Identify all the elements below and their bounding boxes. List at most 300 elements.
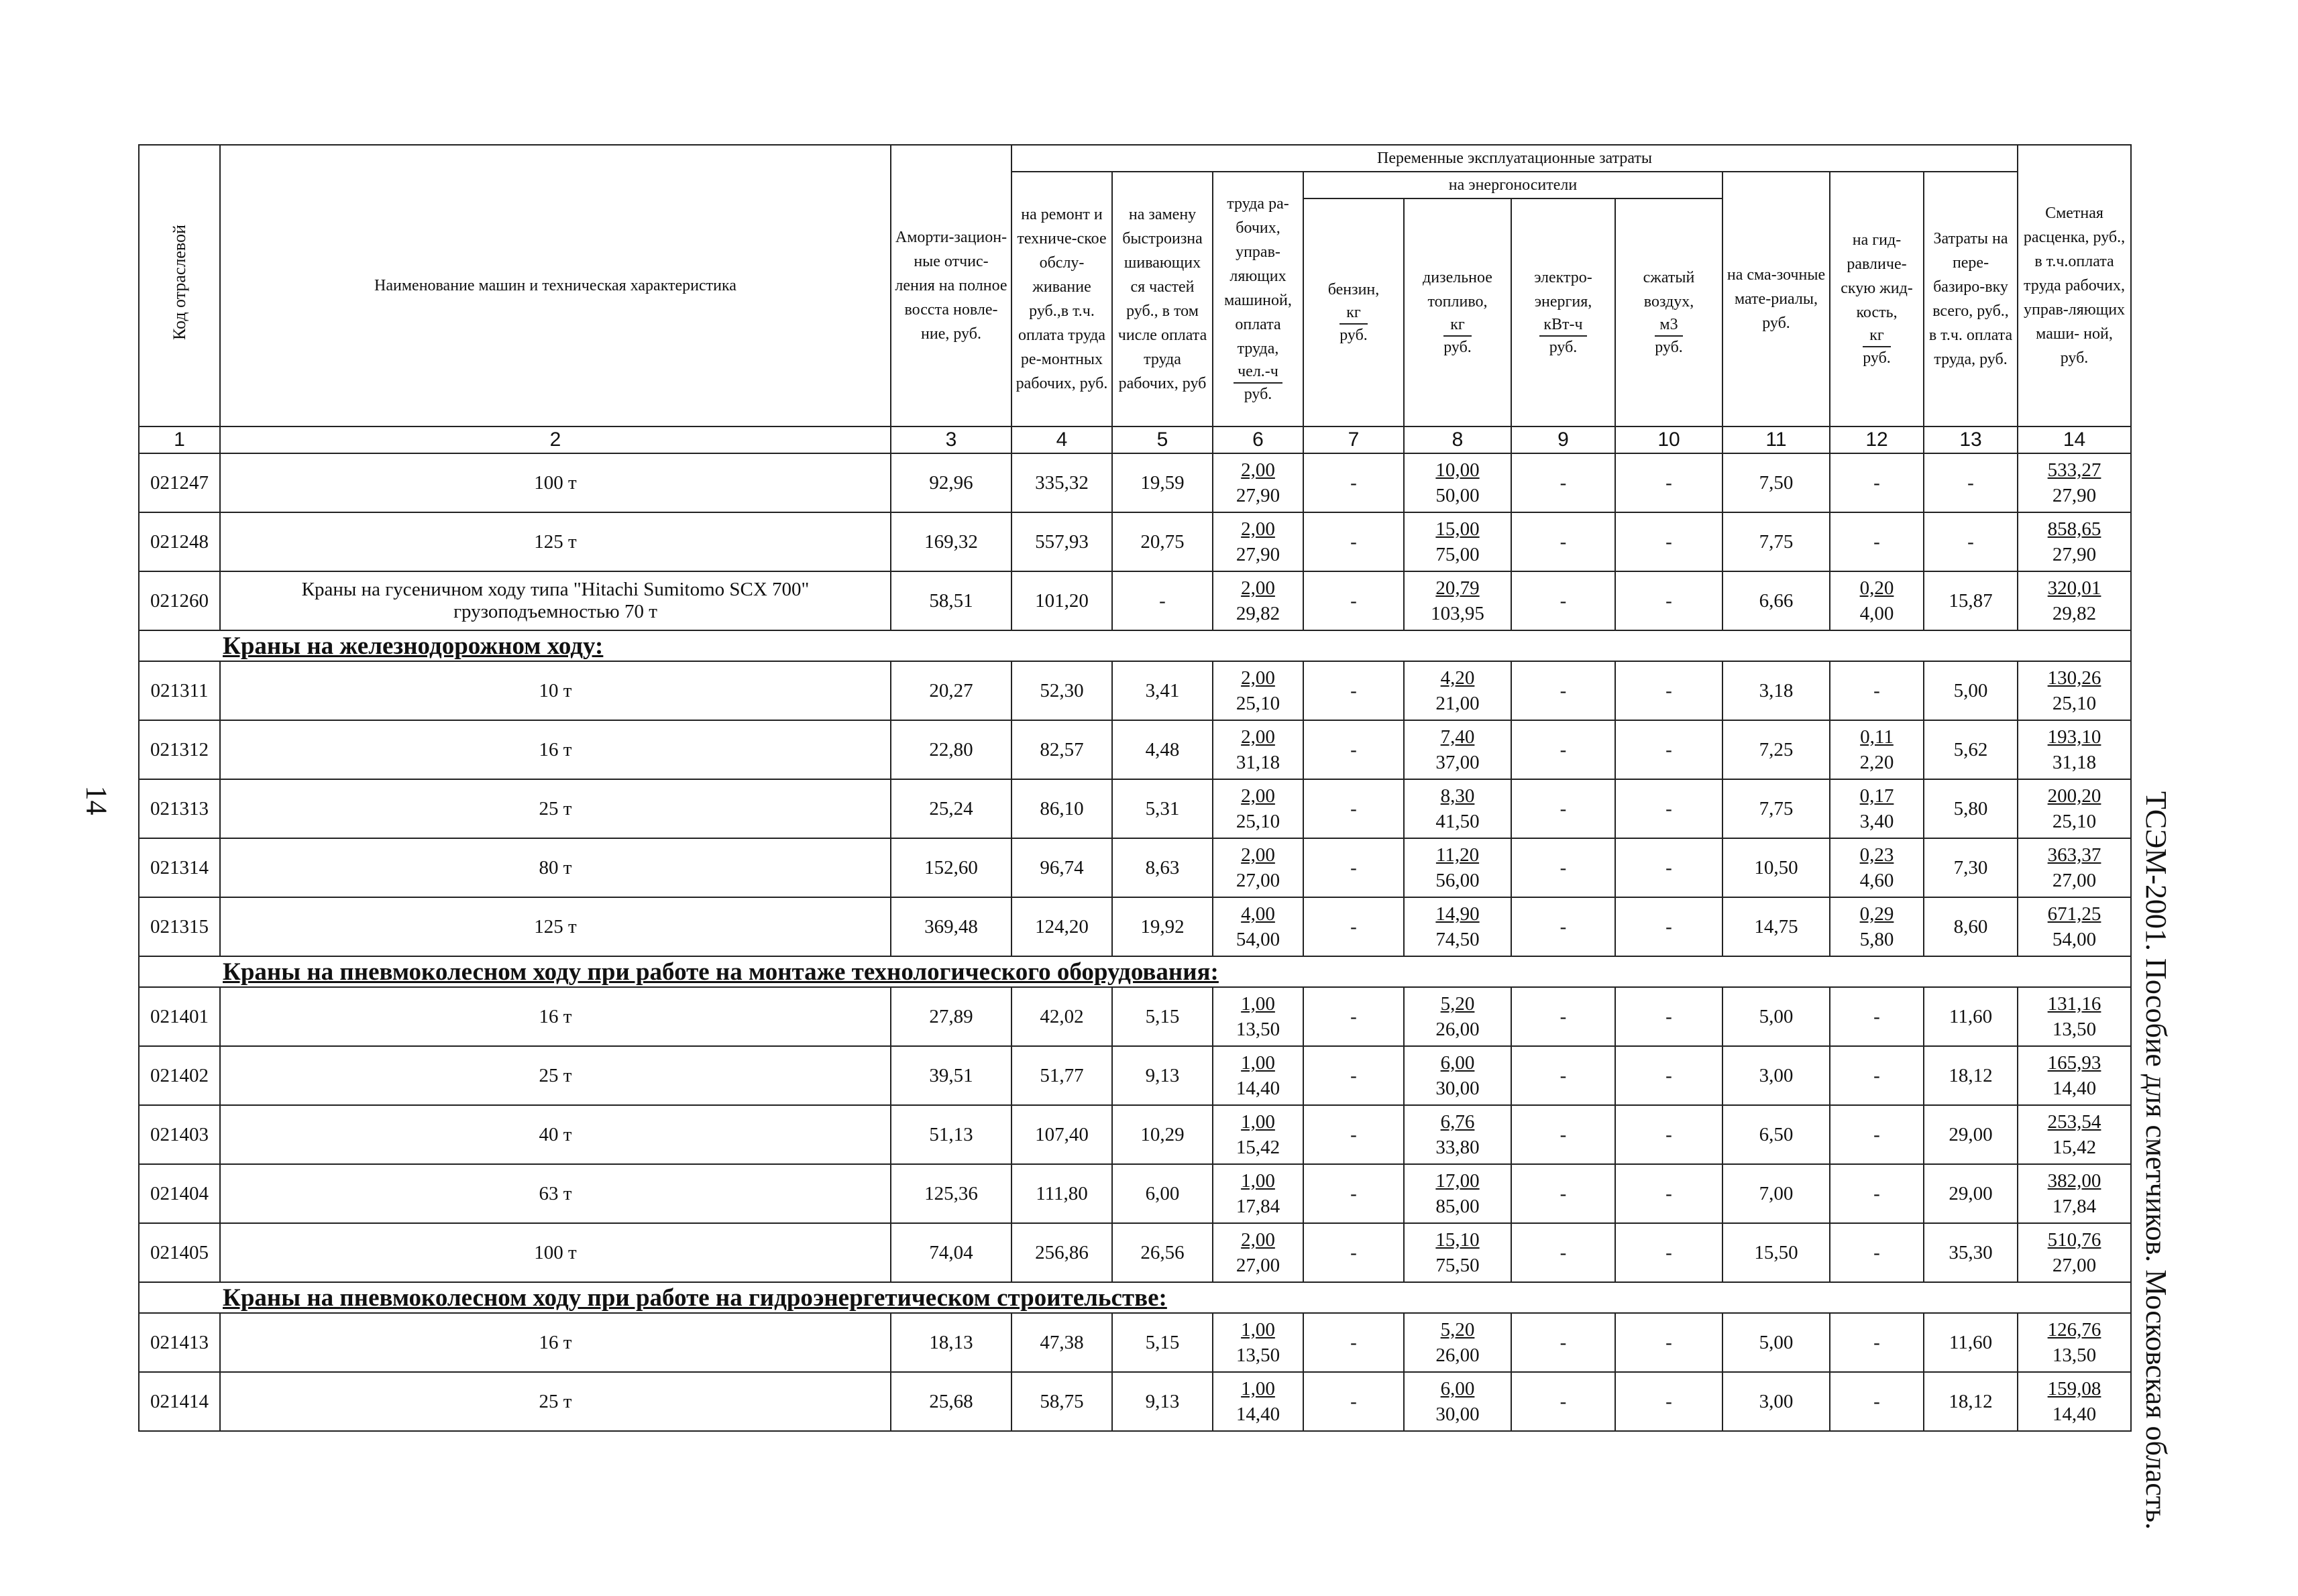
row-estimate (2018, 1046, 2131, 1105)
row-replace: 8,63 (1112, 838, 1213, 897)
row-diesel-top: 7,40 (1440, 726, 1475, 748)
row-amort: 25,24 (891, 779, 1011, 838)
row-name: 125 т (220, 897, 891, 956)
row-name: 40 т (220, 1105, 891, 1164)
row-air: - (1615, 779, 1722, 838)
row-diesel (1404, 661, 1511, 720)
row-lubricants: 5,00 (1722, 987, 1830, 1046)
row-repair: 124,20 (1011, 897, 1112, 956)
section-row (139, 956, 2131, 987)
row-petrol: - (1303, 1105, 1404, 1164)
row-labor-top: 2,00 (1241, 726, 1275, 748)
row-name: 10 т (220, 661, 891, 720)
row-estimate (2018, 571, 2131, 630)
row-hydraulic-top: 0,17 (1859, 785, 1894, 807)
row-amort: 152,60 (891, 838, 1011, 897)
row-labor-bottom: 27,00 (1236, 1255, 1280, 1276)
row-electric: - (1511, 779, 1615, 838)
row-amort: 18,13 (891, 1313, 1011, 1372)
row-diesel (1404, 838, 1511, 897)
col-header-name: Наименование машин и техническая характеристика (220, 145, 891, 426)
row-diesel (1404, 1223, 1511, 1282)
row-transfer: 29,00 (1924, 1164, 2018, 1223)
row-name: 25 т (220, 1046, 891, 1105)
page-number: 14 (80, 785, 113, 815)
row-labor (1213, 1105, 1303, 1164)
col-number: 4 (1011, 426, 1112, 453)
row-air: - (1615, 1223, 1722, 1282)
row-code: 021402 (139, 1046, 220, 1105)
col-number: 7 (1303, 426, 1404, 453)
col-header-diesel: дизельное топливо, кг руб. (1404, 198, 1511, 426)
row-labor-top: 1,00 (1241, 1170, 1275, 1192)
row-replace: 26,56 (1112, 1223, 1213, 1282)
row-repair: 86,10 (1011, 779, 1112, 838)
table-row (139, 1223, 2131, 1282)
row-amort: 74,04 (891, 1223, 1011, 1282)
row-labor (1213, 571, 1303, 630)
row-diesel (1404, 1046, 1511, 1105)
row-replace: 9,13 (1112, 1046, 1213, 1105)
row-air: - (1615, 1164, 1722, 1223)
row-diesel-top: 6,00 (1440, 1378, 1475, 1400)
row-estimate-top: 510,76 (2047, 1229, 2101, 1251)
row-estimate-top: 165,93 (2047, 1052, 2101, 1074)
row-labor (1213, 838, 1303, 897)
row-hydraulic (1830, 571, 1924, 630)
row-estimate-top: 131,16 (2047, 993, 2101, 1015)
side-title: ТСЭМ-2001. Пособие для сметчиков. Московская область. (2140, 791, 2173, 1530)
row-electric: - (1511, 1223, 1615, 1282)
row-diesel-bottom: 41,50 (1435, 811, 1480, 832)
table-row (139, 838, 2131, 897)
row-lubricants: 6,50 (1722, 1105, 1830, 1164)
row-lubricants: 7,00 (1722, 1164, 1830, 1223)
row-diesel (1404, 1313, 1511, 1372)
row-estimate (2018, 779, 2131, 838)
row-electric: - (1511, 1313, 1615, 1372)
row-transfer: 5,00 (1924, 661, 2018, 720)
row-petrol: - (1303, 897, 1404, 956)
row-estimate-bottom: 29,82 (2052, 603, 2097, 624)
row-labor-top: 2,00 (1241, 577, 1275, 599)
row-amort: 169,32 (891, 512, 1011, 571)
row-transfer: 35,30 (1924, 1223, 2018, 1282)
row-hydraulic: - (1830, 1223, 1924, 1282)
row-estimate-bottom: 27,00 (2052, 870, 2097, 891)
row-replace: 10,29 (1112, 1105, 1213, 1164)
row-transfer: 7,30 (1924, 838, 2018, 897)
col-header-variable: Переменные эксплуатационные затраты (1011, 145, 2018, 172)
row-replace: 5,15 (1112, 1313, 1213, 1372)
row-code: 021403 (139, 1105, 220, 1164)
row-hydraulic: - (1830, 1164, 1924, 1223)
row-estimate (2018, 720, 2131, 779)
row-lubricants: 7,75 (1722, 512, 1830, 571)
row-amort: 27,89 (891, 987, 1011, 1046)
row-lubricants: 7,50 (1722, 453, 1830, 512)
row-estimate (2018, 1313, 2131, 1372)
col-number: 9 (1511, 426, 1615, 453)
row-estimate-bottom: 13,50 (2052, 1345, 2097, 1366)
row-petrol: - (1303, 453, 1404, 512)
row-diesel-top: 4,20 (1440, 667, 1475, 689)
row-name: 25 т (220, 779, 891, 838)
row-replace: 5,15 (1112, 987, 1213, 1046)
table-row (139, 987, 2131, 1046)
section-title: Краны на пневмоколесном ходу при работе на монтаже технологического оборудования: (139, 956, 2131, 987)
col-number: 8 (1404, 426, 1511, 453)
table-row (139, 779, 2131, 838)
row-estimate-top: 858,65 (2047, 518, 2101, 540)
row-repair: 42,02 (1011, 987, 1112, 1046)
row-hydraulic-bottom: 3,40 (1859, 811, 1894, 832)
row-labor-bottom: 25,10 (1236, 693, 1280, 714)
row-name: 80 т (220, 838, 891, 897)
row-hydraulic-top: 0,29 (1859, 903, 1894, 925)
row-repair: 82,57 (1011, 720, 1112, 779)
row-amort: 25,68 (891, 1372, 1011, 1431)
row-labor (1213, 1313, 1303, 1372)
row-code: 021311 (139, 661, 220, 720)
row-replace: 4,48 (1112, 720, 1213, 779)
row-diesel (1404, 571, 1511, 630)
table-row (139, 1046, 2131, 1105)
section-title: Краны на железнодорожном ходу: (139, 630, 2131, 661)
row-diesel-top: 8,30 (1440, 785, 1475, 807)
row-code: 021414 (139, 1372, 220, 1431)
row-labor-bottom: 27,00 (1236, 870, 1280, 891)
col-header-estimate: Сметная расценка, руб., в т.ч.оплата труда рабочих, управ-ляющих маши- ной, руб. (2018, 145, 2131, 426)
row-transfer: 11,60 (1924, 987, 2018, 1046)
col-header-repair: на ремонт и техниче-ское обслу-живание руб.,в т.ч. оплата труда ре-монтных рабочих, руб. (1011, 172, 1112, 426)
row-amort: 369,48 (891, 897, 1011, 956)
col-number: 1 (139, 426, 220, 453)
row-air: - (1615, 512, 1722, 571)
row-estimate-top: 320,01 (2047, 577, 2101, 599)
row-amort: 22,80 (891, 720, 1011, 779)
row-lubricants: 15,50 (1722, 1223, 1830, 1282)
row-air: - (1615, 1313, 1722, 1372)
row-estimate-top: 382,00 (2047, 1170, 2101, 1192)
row-labor-bottom: 29,82 (1236, 603, 1280, 624)
row-hydraulic (1830, 779, 1924, 838)
row-estimate-top: 363,37 (2047, 844, 2101, 866)
row-hydraulic: - (1830, 1372, 1924, 1431)
row-labor-top: 1,00 (1241, 1111, 1275, 1133)
col-header-lubricants: на сма-зочные мате-риалы, руб. (1722, 172, 1830, 426)
row-diesel-bottom: 21,00 (1435, 693, 1480, 714)
row-estimate-bottom: 27,90 (2052, 485, 2097, 506)
row-estimate-bottom: 27,90 (2052, 544, 2097, 565)
row-replace: 19,59 (1112, 453, 1213, 512)
row-hydraulic-top: 0,23 (1859, 844, 1894, 866)
row-amort: 92,96 (891, 453, 1011, 512)
row-transfer: 5,62 (1924, 720, 2018, 779)
machine-rates-table (138, 144, 2132, 1432)
row-code: 021404 (139, 1164, 220, 1223)
section-row (139, 1282, 2131, 1313)
row-lubricants: 3,18 (1722, 661, 1830, 720)
table-row (139, 512, 2131, 571)
table-row (139, 661, 2131, 720)
row-code: 021315 (139, 897, 220, 956)
row-estimate (2018, 838, 2131, 897)
row-repair: 47,38 (1011, 1313, 1112, 1372)
row-estimate-top: 126,76 (2047, 1319, 2101, 1341)
section-row (139, 630, 2131, 661)
row-petrol: - (1303, 1313, 1404, 1372)
row-diesel-bottom: 75,50 (1435, 1255, 1480, 1276)
row-estimate-bottom: 25,10 (2052, 811, 2097, 832)
row-transfer: 11,60 (1924, 1313, 2018, 1372)
row-code: 021247 (139, 453, 220, 512)
row-amort: 20,27 (891, 661, 1011, 720)
row-repair: 111,80 (1011, 1164, 1112, 1223)
row-lubricants: 5,00 (1722, 1313, 1830, 1372)
row-diesel-top: 5,20 (1440, 993, 1475, 1015)
col-header-hydraulic: на гид-равличе-скую жид-кость, кг руб. (1830, 172, 1924, 426)
row-labor-bottom: 13,50 (1236, 1019, 1280, 1040)
row-hydraulic (1830, 720, 1924, 779)
row-estimate-bottom: 14,40 (2052, 1078, 2097, 1099)
row-repair: 51,77 (1011, 1046, 1112, 1105)
row-name: 125 т (220, 512, 891, 571)
row-estimate (2018, 512, 2131, 571)
row-replace: 3,41 (1112, 661, 1213, 720)
row-diesel-top: 14,90 (1435, 903, 1480, 925)
row-electric: - (1511, 720, 1615, 779)
row-name: 100 т (220, 1223, 891, 1282)
row-estimate-bottom: 54,00 (2052, 929, 2097, 950)
row-diesel (1404, 453, 1511, 512)
row-labor (1213, 512, 1303, 571)
row-name: 100 т (220, 453, 891, 512)
row-transfer: - (1924, 453, 2018, 512)
row-estimate-top: 193,10 (2047, 726, 2101, 748)
row-estimate (2018, 1223, 2131, 1282)
row-diesel-top: 15,10 (1435, 1229, 1480, 1251)
table-row (139, 1105, 2131, 1164)
col-number: 5 (1112, 426, 1213, 453)
table-row (139, 1313, 2131, 1372)
row-labor-bottom: 54,00 (1236, 929, 1280, 950)
row-hydraulic-bottom: 5,80 (1859, 929, 1894, 950)
col-number: 2 (220, 426, 891, 453)
row-diesel (1404, 779, 1511, 838)
row-electric: - (1511, 1164, 1615, 1223)
table-row (139, 897, 2131, 956)
row-code: 021314 (139, 838, 220, 897)
row-labor-top: 1,00 (1241, 993, 1275, 1015)
row-estimate-top: 159,08 (2047, 1378, 2101, 1400)
row-estimate (2018, 987, 2131, 1046)
row-diesel-bottom: 50,00 (1435, 485, 1480, 506)
row-labor-bottom: 15,42 (1236, 1137, 1280, 1158)
row-repair: 101,20 (1011, 571, 1112, 630)
col-header-amort: Аморти-зацион-ные отчис-ления на полное восста новле-ние, руб. (891, 145, 1011, 426)
row-electric: - (1511, 897, 1615, 956)
row-transfer: 8,60 (1924, 897, 2018, 956)
row-diesel (1404, 987, 1511, 1046)
row-estimate (2018, 1372, 2131, 1431)
row-petrol: - (1303, 512, 1404, 571)
row-diesel (1404, 512, 1511, 571)
row-air: - (1615, 453, 1722, 512)
row-petrol: - (1303, 720, 1404, 779)
row-hydraulic: - (1830, 661, 1924, 720)
row-petrol: - (1303, 987, 1404, 1046)
col-header-code: Код отраслевой (139, 145, 220, 426)
row-name: 16 т (220, 1313, 891, 1372)
row-transfer: 18,12 (1924, 1046, 2018, 1105)
row-estimate (2018, 1105, 2131, 1164)
row-estimate-bottom: 17,84 (2052, 1196, 2097, 1217)
row-code: 021405 (139, 1223, 220, 1282)
row-estimate (2018, 661, 2131, 720)
row-electric: - (1511, 1105, 1615, 1164)
col-header-replace: на замену быстроизна шивающих ся частей руб., в том числе оплата труда рабочих, руб (1112, 172, 1213, 426)
row-hydraulic: - (1830, 1046, 1924, 1105)
col-number: 12 (1830, 426, 1924, 453)
row-labor (1213, 661, 1303, 720)
row-labor-bottom: 14,40 (1236, 1078, 1280, 1099)
row-diesel-bottom: 85,00 (1435, 1196, 1480, 1217)
row-labor-bottom: 13,50 (1236, 1345, 1280, 1366)
row-code: 021401 (139, 987, 220, 1046)
row-amort: 51,13 (891, 1105, 1011, 1164)
row-transfer: 29,00 (1924, 1105, 2018, 1164)
row-name: 16 т (220, 987, 891, 1046)
row-air: - (1615, 571, 1722, 630)
row-estimate-bottom: 27,00 (2052, 1255, 2097, 1276)
table-row (139, 1372, 2131, 1431)
row-estimate-bottom: 14,40 (2052, 1404, 2097, 1425)
row-amort: 39,51 (891, 1046, 1011, 1105)
row-diesel-bottom: 30,00 (1435, 1404, 1480, 1425)
col-header-labor: труда ра-бочих, управ-ляющих машиной, оплата труда, чел.-ч руб. (1213, 172, 1303, 426)
row-electric: - (1511, 661, 1615, 720)
row-lubricants: 7,75 (1722, 779, 1830, 838)
row-amort: 125,36 (891, 1164, 1011, 1223)
row-name: 16 т (220, 720, 891, 779)
row-electric: - (1511, 512, 1615, 571)
row-transfer: - (1924, 512, 2018, 571)
row-repair: 96,74 (1011, 838, 1112, 897)
row-labor (1213, 453, 1303, 512)
row-petrol: - (1303, 1223, 1404, 1282)
row-labor-top: 2,00 (1241, 844, 1275, 866)
row-petrol: - (1303, 779, 1404, 838)
row-code: 021260 (139, 571, 220, 630)
col-number: 13 (1924, 426, 2018, 453)
row-diesel (1404, 1105, 1511, 1164)
col-header-electric: электро-энергия, кВт-ч руб. (1511, 198, 1615, 426)
row-air: - (1615, 1372, 1722, 1431)
row-diesel-top: 6,00 (1440, 1052, 1475, 1074)
row-estimate-top: 130,26 (2047, 667, 2101, 689)
row-code: 021313 (139, 779, 220, 838)
row-labor-bottom: 17,84 (1236, 1196, 1280, 1217)
row-diesel (1404, 720, 1511, 779)
row-transfer: 18,12 (1924, 1372, 2018, 1431)
row-name: Краны на гусеничном ходу типа "Hitachi Sumitomo SCX 700" грузоподъемностью 70 т (220, 571, 891, 630)
row-estimate-top: 671,25 (2047, 903, 2101, 925)
row-diesel-top: 17,00 (1435, 1170, 1480, 1192)
row-air: - (1615, 1105, 1722, 1164)
col-number: 10 (1615, 426, 1722, 453)
row-diesel-top: 11,20 (1435, 844, 1480, 866)
row-hydraulic-bottom: 2,20 (1859, 752, 1894, 773)
row-replace: 20,75 (1112, 512, 1213, 571)
row-air: - (1615, 1046, 1722, 1105)
row-estimate (2018, 453, 2131, 512)
row-diesel (1404, 1372, 1511, 1431)
row-diesel-bottom: 75,00 (1435, 544, 1480, 565)
table-row (139, 720, 2131, 779)
row-diesel-bottom: 30,00 (1435, 1078, 1480, 1099)
row-electric: - (1511, 1046, 1615, 1105)
row-repair: 557,93 (1011, 512, 1112, 571)
row-hydraulic (1830, 897, 1924, 956)
table-body (139, 453, 2131, 1431)
row-lubricants: 7,25 (1722, 720, 1830, 779)
row-name: 63 т (220, 1164, 891, 1223)
row-hydraulic: - (1830, 1105, 1924, 1164)
row-diesel-bottom: 74,50 (1435, 929, 1480, 950)
col-number: 14 (2018, 426, 2131, 453)
row-air: - (1615, 897, 1722, 956)
row-estimate-top: 200,20 (2047, 785, 2101, 807)
col-number: 3 (891, 426, 1011, 453)
row-labor (1213, 1223, 1303, 1282)
row-diesel-bottom: 103,95 (1431, 603, 1484, 624)
row-lubricants: 3,00 (1722, 1046, 1830, 1105)
row-diesel-top: 10,00 (1435, 459, 1480, 481)
row-estimate-top: 253,54 (2047, 1111, 2101, 1133)
row-replace: 5,31 (1112, 779, 1213, 838)
row-diesel-bottom: 56,00 (1435, 870, 1480, 891)
row-lubricants: 10,50 (1722, 838, 1830, 897)
row-diesel-top: 15,00 (1435, 518, 1480, 540)
row-labor-top: 2,00 (1241, 459, 1275, 481)
row-diesel (1404, 897, 1511, 956)
row-replace: - (1112, 571, 1213, 630)
row-repair: 107,40 (1011, 1105, 1112, 1164)
row-air: - (1615, 661, 1722, 720)
row-electric: - (1511, 571, 1615, 630)
row-estimate-bottom: 25,10 (2052, 693, 2097, 714)
row-petrol: - (1303, 838, 1404, 897)
row-lubricants: 14,75 (1722, 897, 1830, 956)
col-header-air: сжатый воздух, м3 руб. (1615, 198, 1722, 426)
row-transfer: 15,87 (1924, 571, 2018, 630)
row-petrol: - (1303, 661, 1404, 720)
row-code: 021312 (139, 720, 220, 779)
row-labor-bottom: 25,10 (1236, 811, 1280, 832)
row-labor-bottom: 14,40 (1236, 1404, 1280, 1425)
row-labor (1213, 1372, 1303, 1431)
row-labor-top: 2,00 (1241, 667, 1275, 689)
row-labor-top: 2,00 (1241, 1229, 1275, 1251)
row-labor-top: 1,00 (1241, 1378, 1275, 1400)
row-electric: - (1511, 453, 1615, 512)
row-labor (1213, 897, 1303, 956)
row-air: - (1615, 720, 1722, 779)
row-labor-top: 2,00 (1241, 785, 1275, 807)
row-repair: 335,32 (1011, 453, 1112, 512)
row-electric: - (1511, 1372, 1615, 1431)
